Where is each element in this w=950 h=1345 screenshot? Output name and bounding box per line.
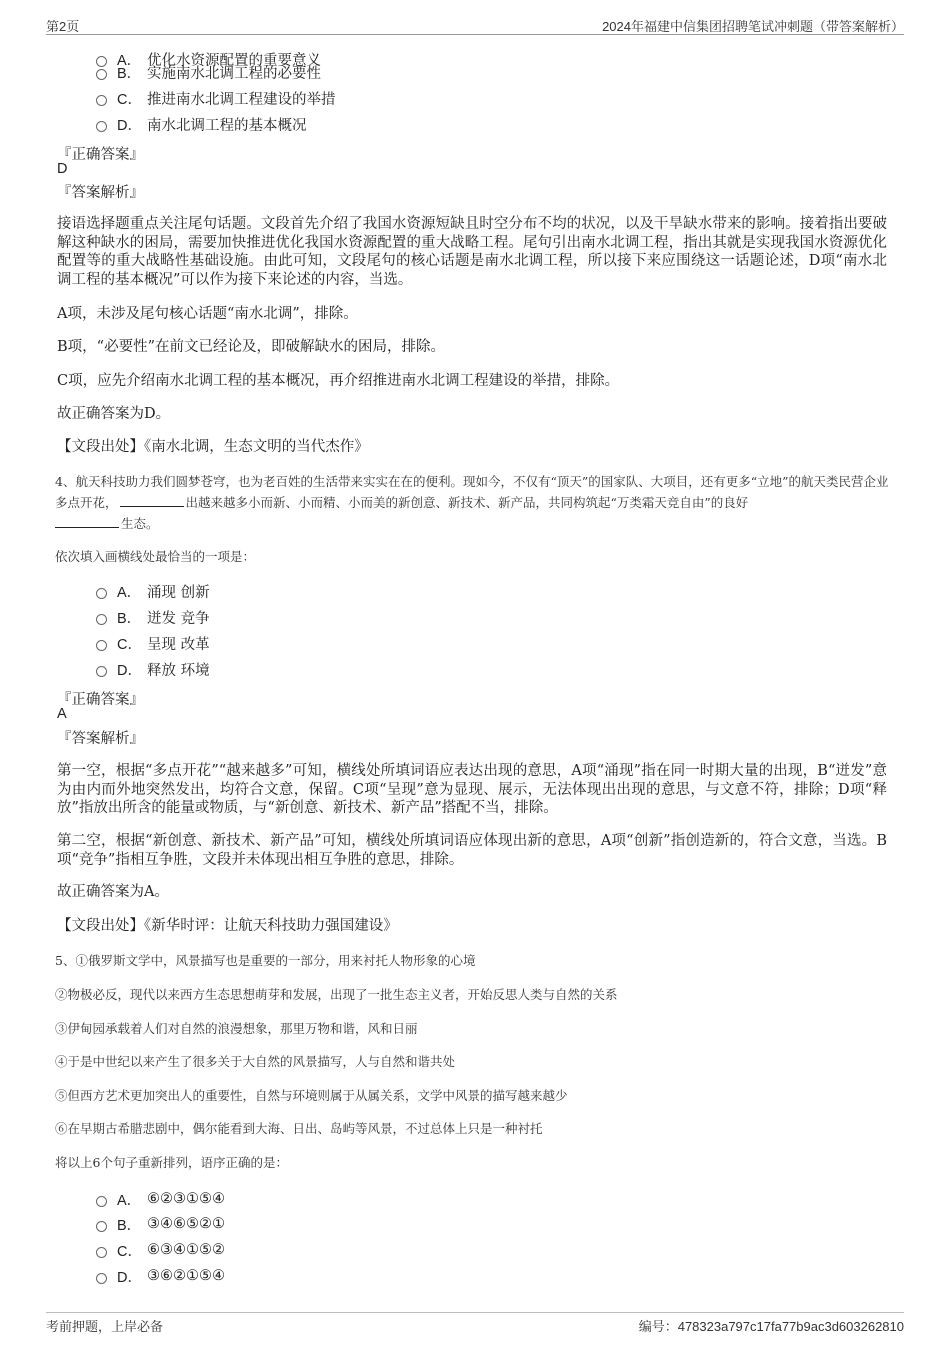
radio-icon[interactable] <box>96 121 107 132</box>
q3-answer: D <box>57 161 68 177</box>
q4-analysis-paragraph: 第二空，根据“新创意、新技术、新产品”可知，横线处所填词语应体现出新的意思，A项“创新”指创造新的，符合文意，当选。B项“竞争”指相互争胜，文段并未体现出相互争胜的意思，排除。 <box>57 833 887 868</box>
q3-option-d-text: 南水北调工程的基本概况 <box>147 117 307 134</box>
q4-analysis-paragraph: 故正确答案为A。 <box>57 884 169 900</box>
blank-line-2 <box>55 514 119 528</box>
q4-option-b-text: 迸发 竞争 <box>147 610 210 627</box>
q3-analysis-paragraph: 接语选择题重点关注尾句话题。文段首先介绍了我国水资源短缺且时空分布不均的状况，以及干旱缺水带来的影响。接着指出要破解这种缺水的困局，需要加快推进优化我国水资源配置的重大战略工程。尾句引出南水北调工程，指出其就是实现我国水资源优化配置等的重大战略性基础设施。由此可知，文段尾句的核心话题是南水北调工程，所以接下来应围绕这一话题论述，D项“南水北调工程的基本概况”可以作为接下来论述的内容，当选。 <box>57 216 887 288</box>
radio-icon[interactable] <box>96 1221 107 1232</box>
q5-option-c-text: ⑥③④①⑤② <box>147 1242 225 1258</box>
q5-sentence: ⑤但西方艺术更加突出人的重要性，自然与环境则属于从属关系，文学中风景的描写越来越少 <box>55 1088 568 1103</box>
q4-option-b[interactable]: B． 迸发 竞争 <box>96 607 210 627</box>
radio-icon[interactable] <box>96 588 107 599</box>
q3-answer-label: 『正确答案』 <box>57 147 144 163</box>
q4-source: 【文段出处】《新华时评：让航天科技助力强国建设》 <box>57 918 398 934</box>
q4-option-d[interactable]: D． 释放 环境 <box>96 659 210 679</box>
radio-icon[interactable] <box>96 1196 107 1207</box>
radio-icon[interactable] <box>96 614 107 625</box>
radio-icon[interactable] <box>96 1247 107 1258</box>
q4-analysis-label: 『答案解析』 <box>57 731 144 747</box>
radio-icon[interactable] <box>96 95 107 106</box>
q3-analysis-paragraph: C项，应先介绍南水北调工程的基本概况，再介绍推进南水北调工程建设的举措，排除。 <box>57 373 620 389</box>
radio-icon[interactable] <box>96 666 107 677</box>
q5-sentence: ②物极必反，现代以来西方生态思想萌芽和发展，出现了一批生态主义者，开始反思人类与自然的关系 <box>55 987 618 1002</box>
q5-option-a-text: ⑥②③①⑤④ <box>147 1191 225 1207</box>
footer-code <box>639 1316 904 1335</box>
q3-option-a-text: 优化水资源配置的重要意义 <box>147 52 321 69</box>
page-footer <box>46 1312 904 1341</box>
footer-code-label: 编号： <box>638 1319 678 1334</box>
q3-option-b-text: 实施南水北调工程的必要性 <box>147 65 321 82</box>
q4-option-c[interactable]: C． 呈现 改革 <box>96 633 210 653</box>
page-number: 第2页 <box>46 19 80 34</box>
q5-prompt: 将以上6个句子重新排列，语序正确的是： <box>55 1155 288 1170</box>
q5-sentence: ④于是中世纪以来产生了很多关于大自然的风景描写，人与自然和谐共处 <box>55 1054 456 1069</box>
q4-option-c-text: 呈现 改革 <box>147 636 210 653</box>
q5-option-b[interactable]: B． ③④⑥⑤②① <box>96 1214 225 1234</box>
q5-sentence: 5、①俄罗斯文学中，风景描写也是重要的一部分，用来衬托人物形象的心境 <box>55 953 476 968</box>
radio-icon[interactable] <box>96 640 107 651</box>
footer-slogan: 考前押题，上岸必备 <box>46 1320 164 1335</box>
footer-code-value: 478323a797c17fa77b9ac3d603262810 <box>677 1319 904 1334</box>
q4-option-a-text: 涌现 创新 <box>147 584 210 601</box>
radio-icon[interactable] <box>96 1273 107 1284</box>
q3-option-d[interactable]: D． 南水北调工程的基本概况 <box>96 114 307 134</box>
document-title: 2024年福建中信集团招聘笔试冲刺题（带答案解析） <box>602 19 904 34</box>
blank-line-1 <box>120 493 184 507</box>
q4-analysis-paragraph: 第一空，根据“多点开花”“越来越多”可知，横线处所填词语应表达出现的意思，A项“涌现”指在同一时期大量的出现，B“迸发”意为由内而外地突然发出，均符合文意，保留。C项“呈现”意为显现、展示，无法体现出出现的意思，与文意不符，排除；D项“释放”指放出所含的能量或物质，与“新创意、新技术、新产品”搭配不当，排除。 <box>57 763 887 816</box>
q5-option-a[interactable]: A． ⑥②③①⑤④ <box>96 1189 225 1209</box>
q3-analysis-label: 『答案解析』 <box>57 185 144 201</box>
q4-answer-label: 『正确答案』 <box>57 692 144 708</box>
page-header <box>46 12 904 35</box>
radio-icon[interactable] <box>96 69 107 80</box>
q4-stem: 4、航天科技助力我们圆梦苍穹，也为老百姓的生活带来实实在在的便利。现如今，不仅有“顶天”的国家队、大项目，还有更多“立地”的航天类民营企业多点开花， 出越来越多小而新、小而精、小而美的新创意、新技术、新产品，共同构筑起“万类霜天竞自由”的良好 生态。 <box>55 474 889 531</box>
q4-prompt: 依次填入画横线处最恰当的一项是： <box>55 549 256 564</box>
q3-source: 【文段出处】《南水北调，生态文明的当代杰作》 <box>57 439 369 455</box>
q3-option-b[interactable]: B． 实施南水北调工程的必要性 <box>96 62 321 82</box>
q5-option-b-text: ③④⑥⑤②① <box>147 1216 225 1232</box>
q3-analysis-paragraph: A项，未涉及尾句核心话题“南水北调”，排除。 <box>57 306 358 322</box>
q4-option-a[interactable]: A． 涌现 创新 <box>96 581 210 601</box>
q3-option-c-text: 推进南水北调工程建设的举措 <box>147 91 336 108</box>
q5-sentence: ⑥在早期古希腊悲剧中，偶尔能看到大海、日出、岛屿等风景，不过总体上只是一种衬托 <box>55 1121 543 1136</box>
q5-option-d-text: ③⑥②①⑤④ <box>147 1268 225 1284</box>
q5-sentence: ③伊甸园承载着人们对自然的浪漫想象，那里万物和谐，风和日丽 <box>55 1021 418 1036</box>
q5-option-c[interactable]: C． ⑥③④①⑤② <box>96 1240 225 1260</box>
q4-answer: A <box>57 706 67 722</box>
q3-option-c[interactable]: C． 推进南水北调工程建设的举措 <box>96 88 336 108</box>
q3-option-a[interactable]: A． 优化水资源配置的重要意义 <box>96 49 321 69</box>
q4-option-d-text: 释放 环境 <box>147 662 210 679</box>
q3-analysis-paragraph: 故正确答案为D。 <box>57 406 171 422</box>
q3-analysis-paragraph: B项，“必要性”在前文已经论及，即破解缺水的困局，排除。 <box>57 339 445 355</box>
q5-option-d[interactable]: D． ③⑥②①⑤④ <box>96 1266 225 1286</box>
